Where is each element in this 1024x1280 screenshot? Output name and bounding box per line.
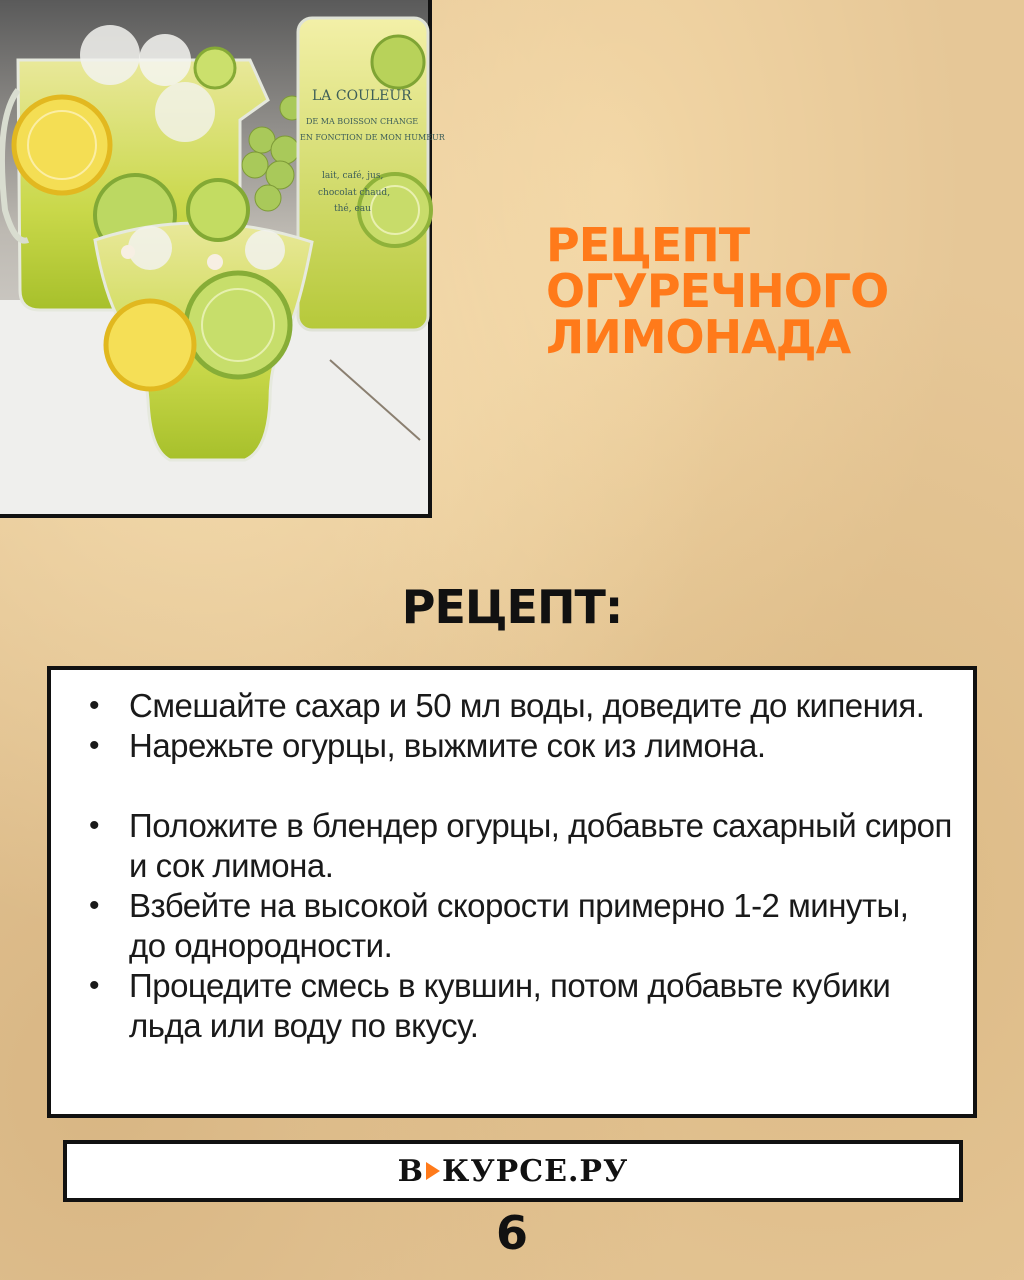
bullet-icon: • <box>89 809 100 842</box>
bullet-icon: • <box>89 689 100 722</box>
title-line: ОГУРЕЧНОГО <box>546 264 889 318</box>
recipe-title <box>546 218 1006 364</box>
bullet-icon: • <box>89 729 100 762</box>
glass-text-2: DE MA BOISSON CHANGE <box>306 117 419 126</box>
glass-text-4: lait, café, jus, <box>322 171 384 181</box>
title-line: РЕЦЕПТ <box>546 218 750 272</box>
recipe-step-text: Смешайте сахар и 50 мл воды, доведите до кипения. <box>129 687 925 724</box>
recipe-step <box>81 686 953 726</box>
recipe-step <box>81 726 953 766</box>
lemonade-illustration <box>0 0 445 514</box>
brand-logo-left: В <box>397 1153 425 1189</box>
glass-text-1: LA COULEUR <box>312 88 412 104</box>
recipe-steps-list <box>51 670 973 1046</box>
glass-text-5: chocolat chaud, <box>318 188 391 198</box>
glass-text-3: EN FONCTION DE MON HUMEUR <box>300 133 445 142</box>
recipe-step-text: Нарежьте огурцы, выжмите сок из лимона. <box>129 727 766 764</box>
brand-logo-right: КУРСЕ.РУ <box>442 1153 629 1189</box>
recipe-step <box>81 806 953 886</box>
glass-text-6: thé, eau <box>334 204 371 214</box>
brand-banner <box>63 1140 963 1202</box>
lemonade-photo <box>0 0 445 518</box>
recipe-step <box>81 886 953 966</box>
recipe-steps-box <box>47 666 977 1118</box>
bullet-icon: • <box>89 969 100 1002</box>
bullet-icon: • <box>89 889 100 922</box>
title-line: ЛИМОНАДА <box>546 310 851 364</box>
recipe-step <box>81 966 953 1046</box>
recipe-step-text: Положите в блендер огурцы, добавьте сахарный сироп и сок лимона. <box>129 807 952 884</box>
recipe-heading: РЕЦЕПТ: <box>401 580 623 634</box>
recipe-step-text: Процедите смесь в кувшин, потом добавьте кубики льда или воду по вкусу. <box>129 967 891 1044</box>
page-number: 6 <box>495 1206 528 1260</box>
play-arrow-icon <box>426 1162 440 1180</box>
recipe-step-text: Взбейте на высокой скорости примерно 1-2 минуты, до однородности. <box>129 887 909 964</box>
brand-logo <box>398 1154 629 1189</box>
